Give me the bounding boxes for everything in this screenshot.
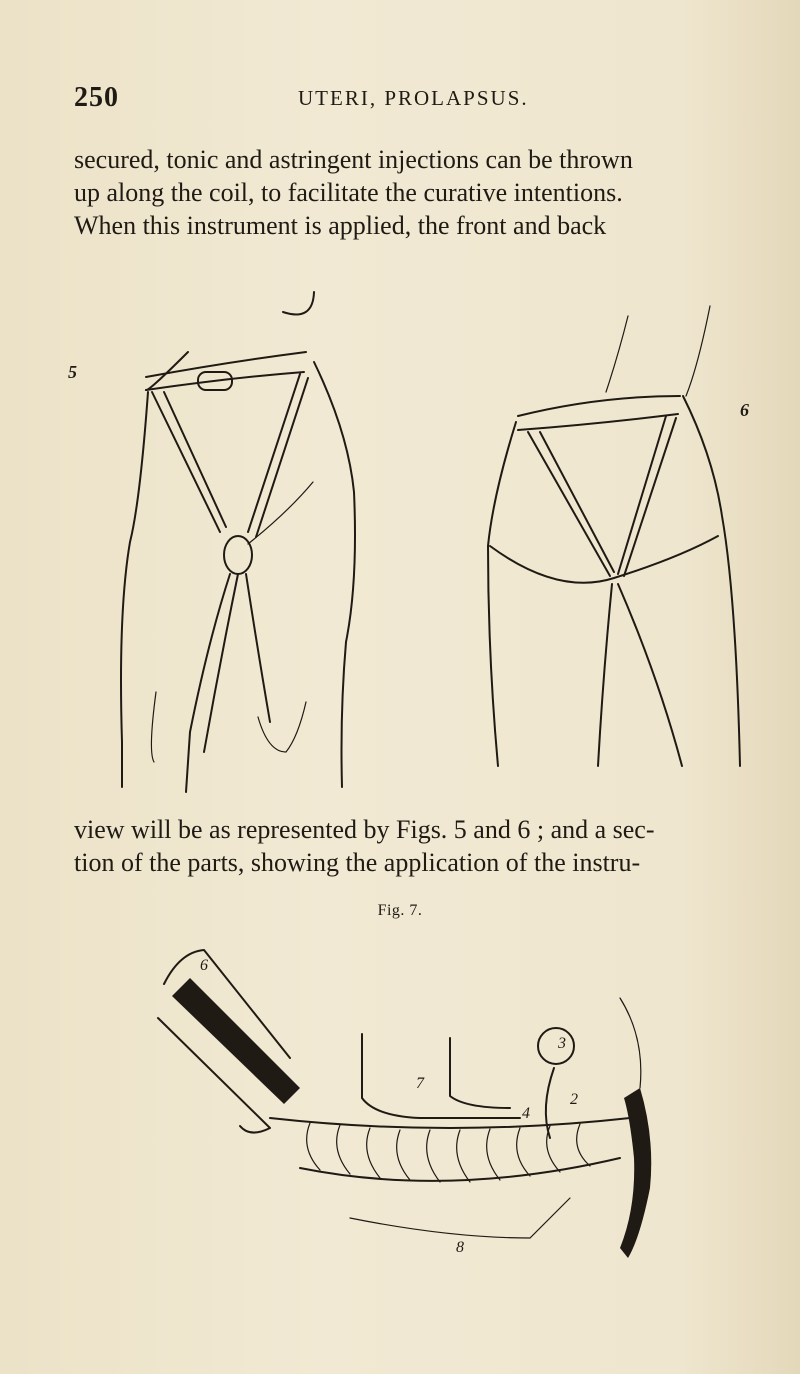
text-line: up along the coil, to facilitate the curative intentions. (74, 178, 623, 207)
text-line: view will be as represented by Figs. 5 and 6 ; and a sec- (74, 815, 655, 844)
belt-bottom (146, 372, 304, 390)
body-left-outline (488, 422, 516, 766)
figure-6-illustration (478, 296, 758, 796)
strap-left-a (152, 392, 220, 532)
figure-6-label: 6 (740, 400, 749, 420)
instrument-handle (172, 978, 300, 1104)
body-right-outline (314, 362, 355, 787)
tube-left (362, 1034, 520, 1118)
leg-strap-right (246, 574, 270, 722)
uterus-top (538, 1028, 574, 1064)
side-line (686, 306, 710, 396)
text-line: secured, tonic and astringent injections can be thrown (74, 145, 633, 174)
hip-curve (490, 536, 718, 583)
neck-curve (283, 292, 314, 315)
abdominal-wall (620, 998, 641, 1088)
fig7-number-3: 3 (558, 1035, 566, 1052)
belt-top (518, 396, 680, 416)
back-line (606, 316, 628, 392)
strap-left-b (540, 432, 614, 572)
strap-right-a (248, 374, 300, 532)
coil-top (270, 1118, 630, 1128)
pessary-ring (224, 536, 252, 574)
fig7-number-2: 2 (570, 1091, 578, 1108)
text-line: When this instrument is applied, the front and back (74, 211, 607, 240)
body-left-outline (121, 392, 148, 787)
figure-7-illustration (150, 938, 670, 1278)
fig7-number-8: 8 (456, 1239, 464, 1256)
thigh-curve (258, 702, 306, 752)
knee-line (151, 692, 156, 762)
strap-right (618, 416, 666, 574)
fig7-number-6: 6 (200, 957, 208, 974)
paragraph-2 (74, 813, 774, 879)
page-header (74, 82, 754, 122)
text-line: tion of the parts, showing the application of the instru- (74, 848, 641, 877)
running-head: UTERI, PROLAPSUS. (298, 86, 529, 110)
pubic-section (620, 1088, 651, 1258)
figure-7-caption: Fig. 7. (377, 902, 423, 919)
fig7-number-4: 4 (522, 1105, 530, 1122)
strap-left-b (164, 392, 226, 527)
leg-strap-left (186, 574, 230, 792)
body-right-outline (683, 396, 740, 766)
fig7-number-7: 7 (416, 1075, 424, 1092)
coil-bottom (300, 1158, 620, 1181)
page-number: 250 (74, 82, 119, 113)
belt-bottom (518, 414, 678, 430)
strap-left (528, 432, 610, 576)
figure-5-illustration (108, 282, 368, 802)
leg-strap-a (598, 584, 612, 766)
tube-right (450, 1038, 510, 1108)
figure-5-label: 5 (68, 362, 77, 382)
leg-strap-b (618, 584, 682, 766)
paragraph-1 (74, 143, 774, 242)
strap-right-b (256, 378, 308, 537)
strap-right-b (624, 418, 676, 576)
perineum-curve (350, 1198, 570, 1238)
